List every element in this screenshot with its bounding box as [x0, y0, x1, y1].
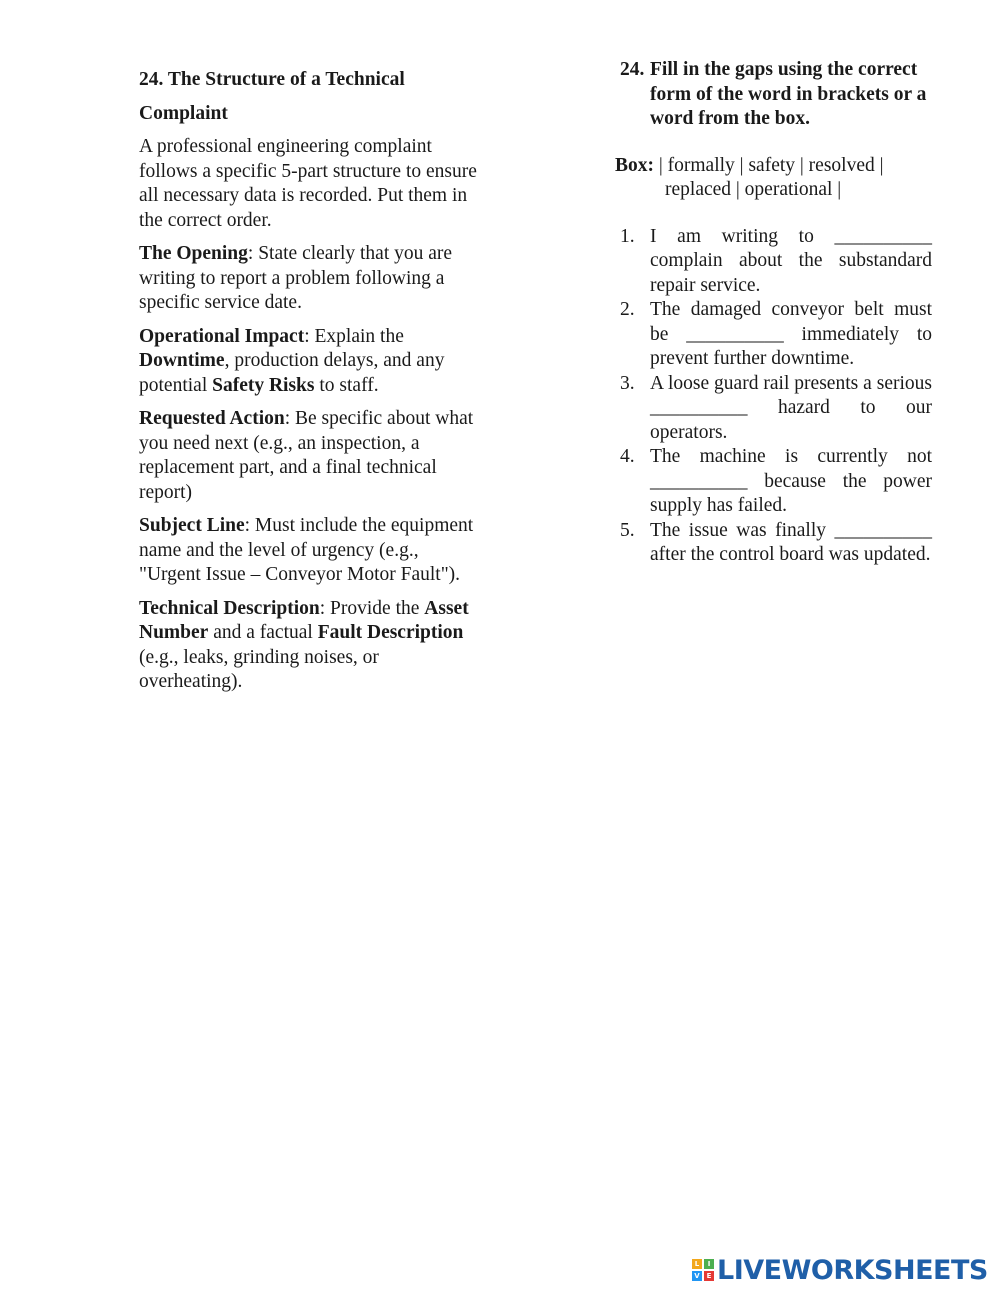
logo-square-1: L — [692, 1259, 702, 1269]
part-technical-description — [139, 597, 484, 695]
logo-text: LIVEWORKSHEETS — [717, 1254, 988, 1286]
part-action-label: Requested Action — [139, 408, 285, 429]
question-text: The damaged conveyor belt must be __________ immediately to prevent further downtime. — [650, 299, 932, 369]
section-title-line2: Complaint — [139, 102, 228, 124]
intro-paragraph: A professional engineering complaint follows a specific 5-part structure to ensure all necessary data is recorded. Put them in the correct order. — [139, 136, 477, 231]
part-impact-text1: : Explain the — [304, 325, 404, 347]
part-technical-text3: (e.g., leaks, grinding noises, or overheating). — [139, 646, 379, 692]
task-number: 24. — [620, 59, 645, 80]
part-technical-text2: and a factual — [208, 622, 318, 643]
question-text: The issue was finally __________ after the control board was updated. — [650, 519, 932, 565]
section-title-line1: 24. The Structure of a Technical — [139, 69, 405, 90]
logo-square-3: V — [692, 1271, 702, 1281]
question-number: 2. — [620, 299, 635, 320]
question-item — [620, 372, 932, 446]
part-impact-text2: , production delays, and any potential — [139, 350, 445, 396]
part-operational-impact — [139, 325, 484, 399]
liveworksheets-logo — [692, 1252, 988, 1288]
box-words-line2: replaced | operational | — [665, 179, 842, 200]
question-item — [620, 445, 932, 519]
word-box — [615, 154, 932, 203]
question-text: I am writing to __________ complain about the substandard repair service. — [650, 225, 932, 296]
question-text: A loose guard rail presents a serious __________ hazard to our operators. — [650, 372, 932, 443]
task-heading — [620, 58, 932, 132]
part-opening-text: : State clearly that you are writing to report a problem following a specific service date. — [139, 243, 453, 313]
logo-icon — [692, 1259, 714, 1281]
box-words-line1: | formally | safety | resolved | — [658, 154, 884, 176]
question-number: 3. — [620, 372, 635, 394]
question-text: The machine is currently not __________ because the power supply has failed. — [650, 446, 932, 516]
logo-square-2: I — [704, 1259, 714, 1269]
question-number: 1. — [620, 225, 635, 247]
part-technical-bold2: Fault Description — [317, 622, 464, 643]
part-opening — [139, 242, 484, 316]
question-item — [620, 225, 932, 299]
part-action-text: : Be specific about what you need next (e.g., an inspection, a replacement part, and a final technical report) — [139, 408, 474, 503]
part-subject-line — [139, 514, 484, 588]
part-technical-text1: : Provide the — [319, 597, 425, 619]
part-subject-label: Subject Line — [139, 515, 245, 536]
part-impact-bold2: Safety Risks — [212, 374, 315, 396]
part-technical-bold1: Asset Number — [139, 597, 469, 643]
question-item — [620, 298, 932, 372]
question-item — [620, 519, 932, 568]
part-requested-action — [139, 407, 484, 505]
part-impact-label: Operational Impact — [139, 325, 305, 347]
part-technical-label: Technical Description — [139, 597, 320, 619]
question-list — [620, 225, 932, 568]
question-number: 4. — [620, 446, 635, 467]
part-subject-text: : Must include the equipment name and the level of urgency (e.g., "Urgent Issue – Conveyor Motor Fault"). — [139, 515, 474, 585]
question-number: 5. — [620, 519, 635, 541]
gap-fill-section — [612, 58, 932, 587]
logo-square-4: E — [704, 1271, 714, 1281]
structure-section — [139, 68, 484, 704]
part-impact-text3: to staff. — [314, 374, 379, 396]
task-instructions: Fill in the gaps using the correct form of the word in brackets or a word from the box. — [650, 59, 927, 129]
box-label: Box: — [615, 154, 654, 176]
part-opening-label: The Opening — [139, 243, 248, 264]
part-impact-bold1: Downtime — [139, 350, 225, 371]
